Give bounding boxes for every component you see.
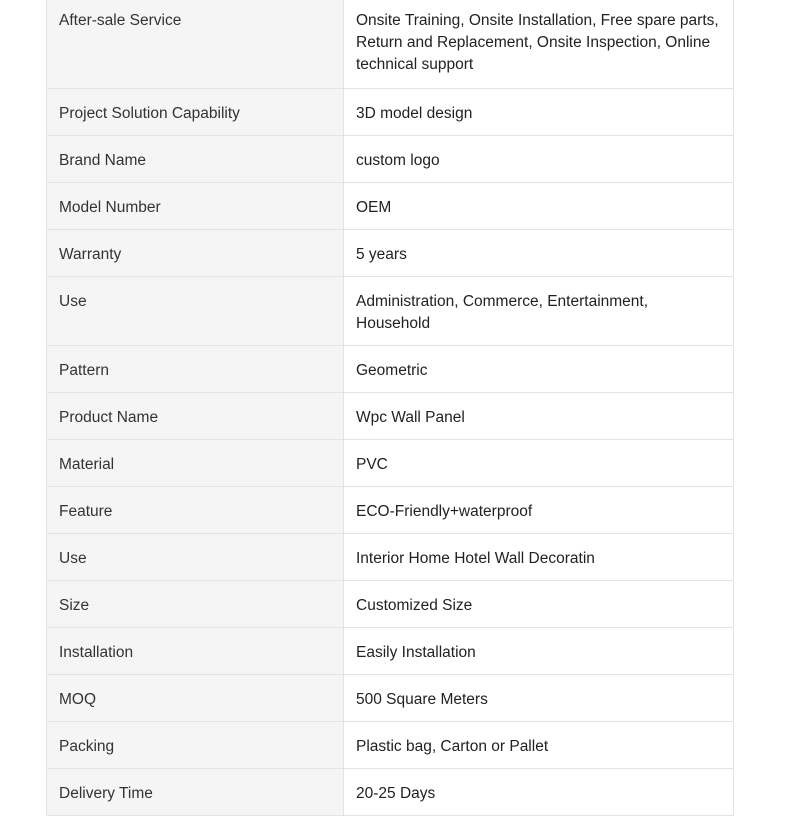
attribute-name: Size [47,580,344,627]
table-row [47,627,734,674]
attribute-name: Installation [47,627,344,674]
attribute-value: Onsite Training, Onsite Installation, Free spare parts, Return and Replacement, Onsite Inspection, Online technical support [344,0,734,88]
table-row [47,0,734,88]
attribute-name: Model Number [47,182,344,229]
product-spec-table [46,0,734,816]
attribute-name: After-sale Service [47,0,344,88]
attribute-value: 3D model design [344,88,734,135]
table-row [47,439,734,486]
attribute-value: ECO-Friendly+waterproof [344,486,734,533]
attribute-name: Use [47,276,344,345]
attribute-name: Product Name [47,392,344,439]
attribute-value: 20-25 Days [344,768,734,815]
attribute-value: Wpc Wall Panel [344,392,734,439]
attribute-name: Brand Name [47,135,344,182]
attribute-name: Packing [47,721,344,768]
table-row [47,392,734,439]
attribute-value: Geometric [344,345,734,392]
attribute-name: MOQ [47,674,344,721]
table-row [47,768,734,815]
table-row [47,135,734,182]
attribute-value: 5 years [344,229,734,276]
attribute-name: Feature [47,486,344,533]
table-row [47,533,734,580]
attribute-name: Warranty [47,229,344,276]
table-row [47,674,734,721]
attribute-name: Use [47,533,344,580]
attribute-value: Interior Home Hotel Wall Decoratin [344,533,734,580]
table-row [47,276,734,345]
attribute-name: Project Solution Capability [47,88,344,135]
attribute-name: Material [47,439,344,486]
attribute-value: Easily Installation [344,627,734,674]
attribute-value: Administration, Commerce, Entertainment, Household [344,276,734,345]
attribute-value: PVC [344,439,734,486]
table-row [47,486,734,533]
attribute-value: 500 Square Meters [344,674,734,721]
attribute-name: Delivery Time [47,768,344,815]
attribute-value: OEM [344,182,734,229]
table-row [47,721,734,768]
attribute-value: Customized Size [344,580,734,627]
table-row [47,88,734,135]
table-row [47,229,734,276]
table-row [47,182,734,229]
attribute-value: custom logo [344,135,734,182]
table-row [47,345,734,392]
attribute-name: Pattern [47,345,344,392]
attribute-value: Plastic bag, Carton or Pallet [344,721,734,768]
table-row [47,580,734,627]
